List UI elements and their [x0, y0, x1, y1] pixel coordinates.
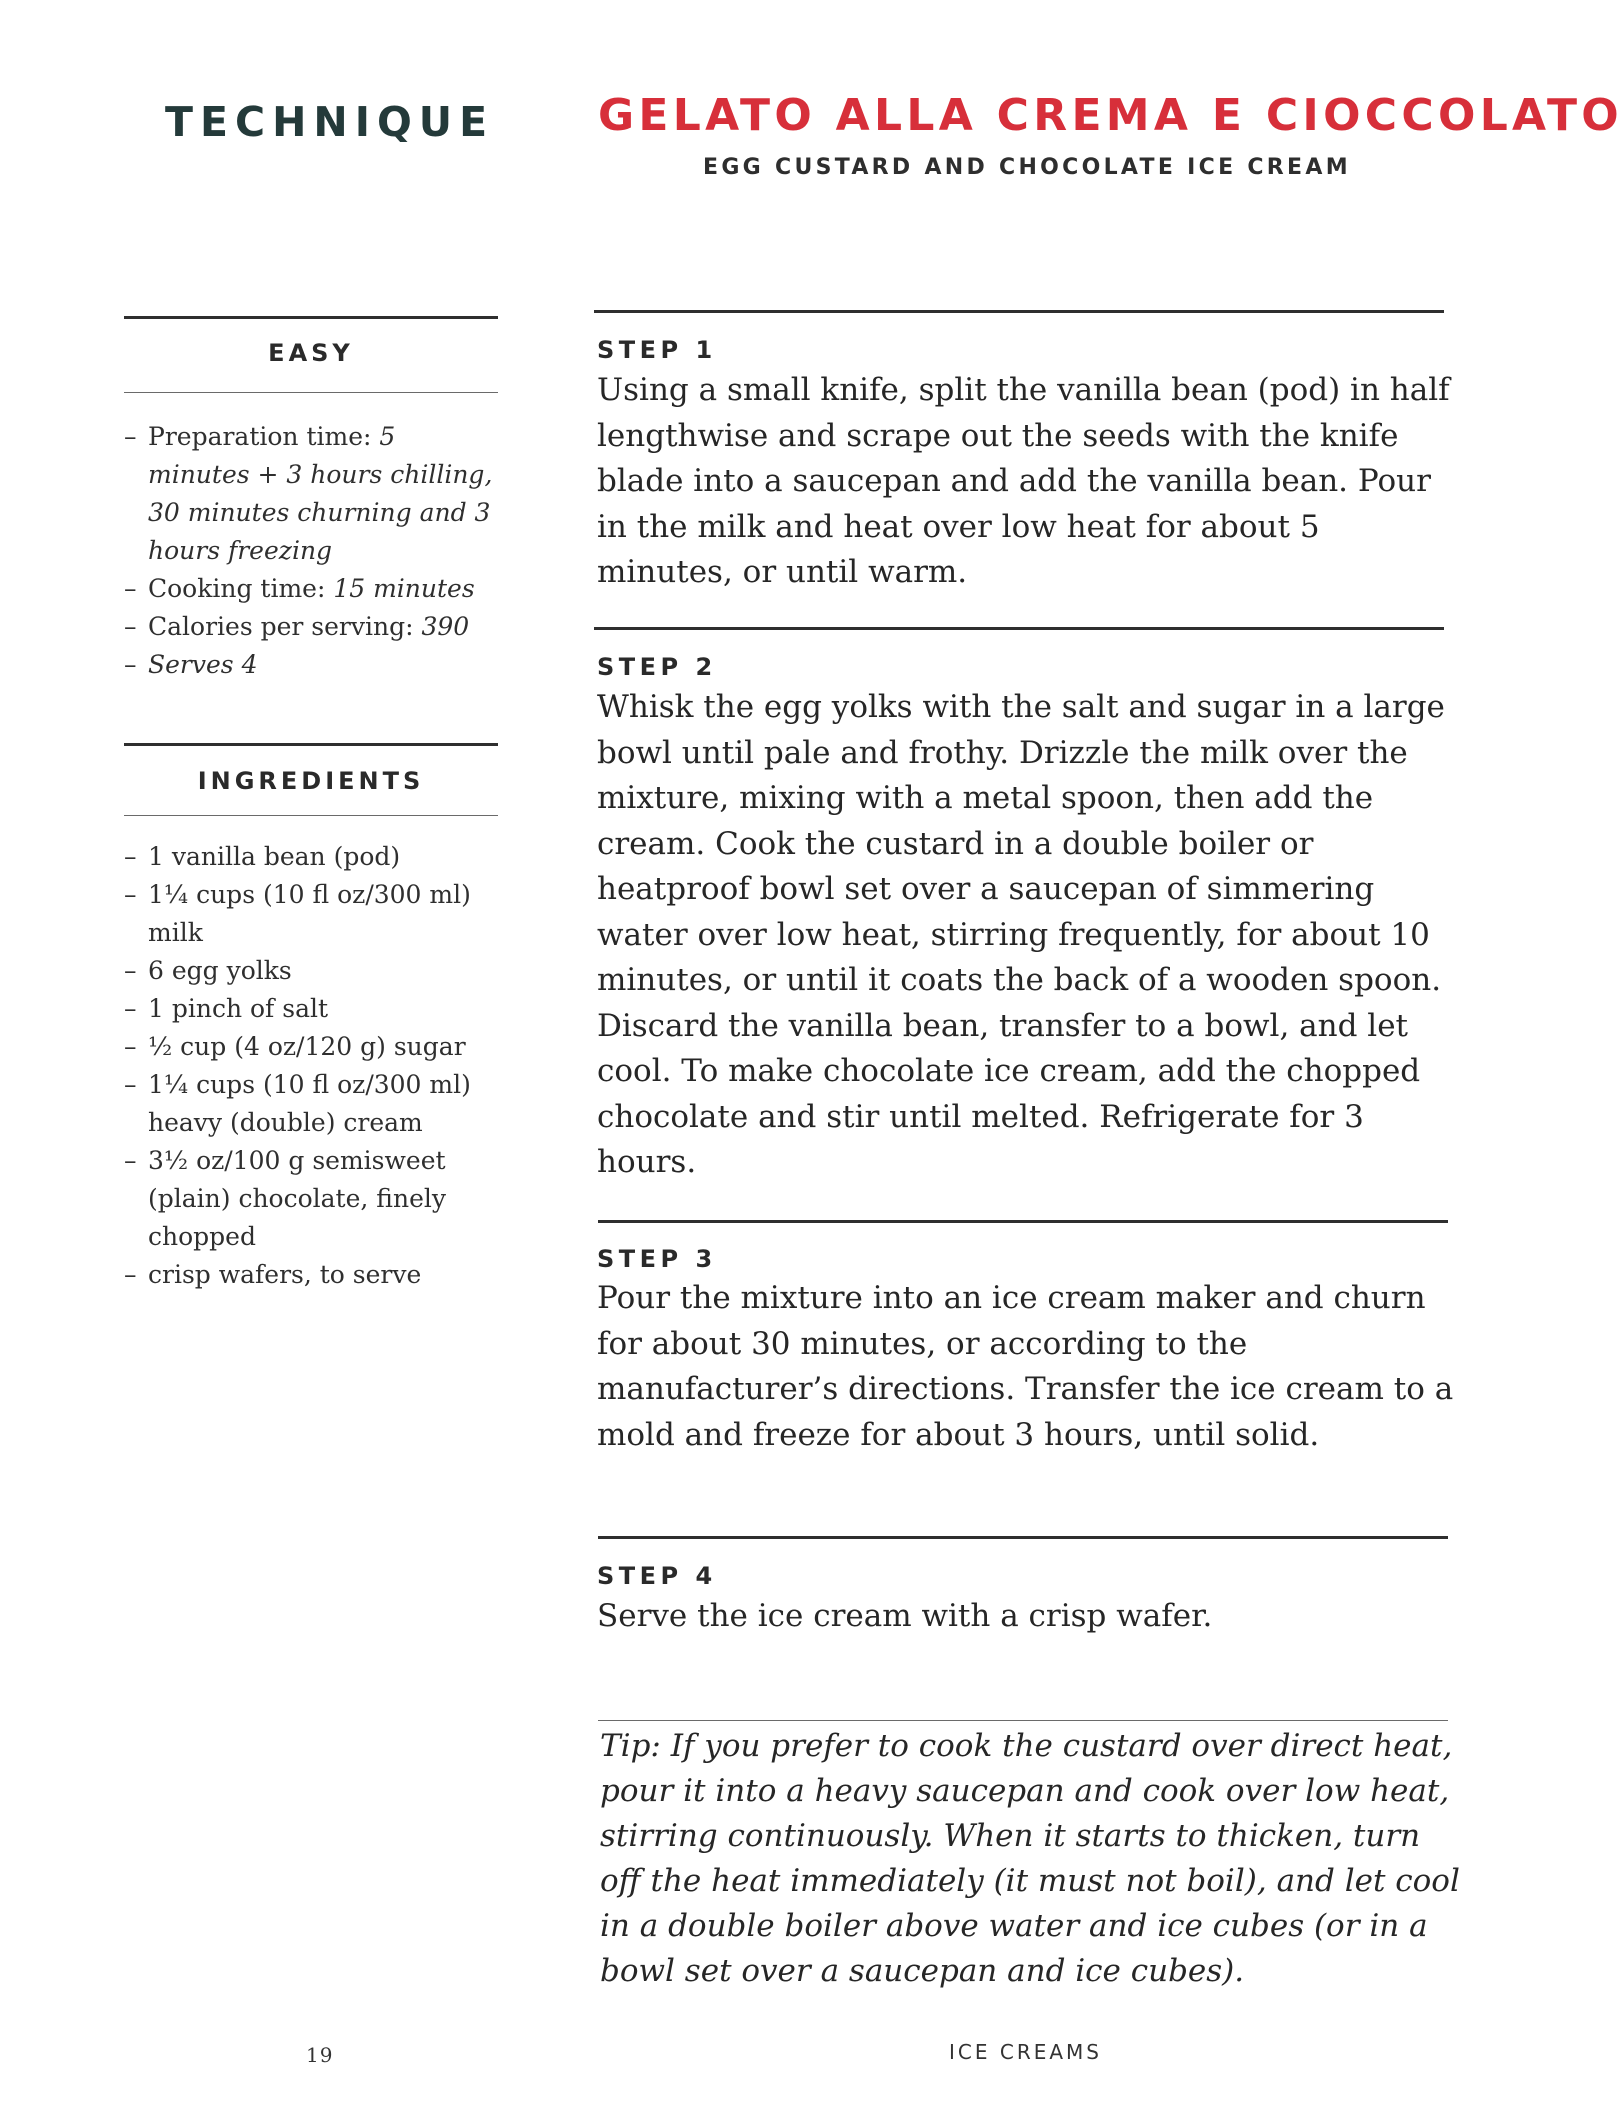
info-value: 5 minutes + 3 hours chilling, 30 minutes churning and 3 hours freezing	[148, 422, 493, 565]
ingredient-item: – 3½ oz/100 g semisweet (plain) chocolate, finely chopped	[124, 1146, 446, 1251]
step-1-text: Using a small knife, split the vanilla bean (pod) in half lengthwise and scrape out the seeds with the knife blade into a saucepan and add the vanilla bean. Pour in the milk and heat over low heat for about 5 minutes, or until warm.	[597, 372, 1450, 590]
ingredient-item: – ½ cup (4 oz/120 g) sugar	[124, 1032, 466, 1061]
list-item: – Calories per serving: 390	[124, 612, 470, 641]
step-rule	[594, 310, 1444, 313]
info-value: Serves 4	[148, 650, 258, 679]
sidebar-rule	[124, 743, 498, 746]
ingredients-heading: INGREDIENTS	[197, 767, 425, 795]
ingredient-item: – 6 egg yolks	[124, 956, 292, 985]
section-label: TECHNIQUE	[165, 98, 495, 146]
ingredient-item: – 1 pinch of salt	[124, 994, 329, 1023]
step-3-label: STEP 3	[597, 1245, 717, 1273]
tip-rule	[598, 1720, 1448, 1721]
step-2-text: Whisk the egg yolks with the salt and sugar in a large bowl until pale and frothy. Drizzle the milk over the mixture, mixing with a metal spoon, then add the cream. Cook the custard in a double boiler or heatproof bowl set over a saucepan of simmering water over low heat, stirring frequently, for about 10 minutes, or until it coats the back of a wooden spoon. Discard the vanilla bean, transfer to a bowl, and let cool. To make chocolate ice cream, add the chopped chocolate and stir until melted. Refrigerate for 3 hours.	[597, 689, 1445, 1180]
info-value: 390	[421, 612, 470, 641]
list-item: – Serves 4	[124, 650, 258, 679]
info-label: Calories per serving:	[148, 612, 422, 641]
info-value: 15 minutes	[333, 574, 475, 603]
difficulty-heading: EASY	[268, 339, 354, 367]
step-2-label: STEP 2	[597, 653, 717, 681]
ingredient-item: – 1¼ cups (10 fl oz/300 ml) milk	[124, 880, 471, 947]
step-rule	[598, 1220, 1448, 1223]
step-4-label: STEP 4	[597, 1562, 717, 1590]
info-label: Cooking time:	[148, 574, 334, 603]
recipe-info-list	[124, 418, 504, 684]
step-rule	[598, 1536, 1448, 1539]
page-number: 19	[306, 2043, 334, 2067]
tip-text: Tip: If you prefer to cook the custard over direct heat, pour it into a heavy saucepan and cook over low heat, stirring continuously. When it starts to thicken, turn off the heat immediately (it must not boil), and let cool in a double boiler above water and ice cubes (or in a bowl set over a saucepan and ice cubes).	[600, 1728, 1460, 1989]
step-1-label: STEP 1	[597, 336, 717, 364]
step-4-text: Serve the ice cream with a crisp wafer.	[597, 1598, 1213, 1634]
info-label: Preparation time:	[148, 422, 380, 451]
ingredient-item: – 1¼ cups (10 fl oz/300 ml) heavy (double) cream	[124, 1070, 471, 1137]
running-footer: ICE CREAMS	[949, 2040, 1102, 2064]
step-3-text: Pour the mixture into an ice cream maker and churn for about 30 minutes, or according to the manufacturer’s directions. Transfer the ice cream to a mold and freeze for about 3 hours, until solid.	[597, 1280, 1454, 1453]
step-rule	[594, 627, 1444, 630]
ingredients-list	[124, 838, 504, 1294]
ingredient-item: – crisp wafers, to serve	[124, 1260, 422, 1289]
list-item: – Preparation time: 5 minutes + 3 hours chilling, 30 minutes churning and 3 hours freezing	[124, 422, 493, 565]
ingredient-item: – 1 vanilla bean (pod)	[124, 842, 401, 871]
sidebar-rule	[124, 316, 498, 319]
sidebar-rule	[124, 392, 498, 393]
list-item: – Cooking time: 15 minutes	[124, 574, 475, 603]
recipe-title: GELATO ALLA CREMA E CIOCCOLATO	[598, 90, 1623, 141]
recipe-subtitle: EGG CUSTARD AND CHOCOLATE ICE CREAM	[703, 155, 1351, 180]
sidebar-rule	[124, 815, 498, 816]
